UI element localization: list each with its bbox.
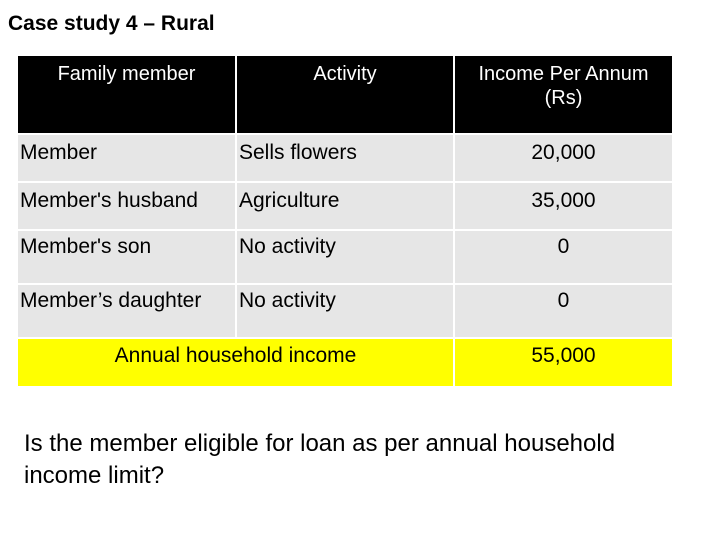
header-income: Income Per Annum (Rs) bbox=[454, 56, 672, 134]
cell-member: Member's son bbox=[18, 230, 236, 284]
question-text: Is the member eligible for loan as per annual household income limit? bbox=[24, 430, 616, 489]
cell-member: Member bbox=[18, 134, 236, 182]
cell-activity: Sells flowers bbox=[236, 134, 454, 182]
table-header-row bbox=[18, 56, 672, 134]
cell-income: 35,000 bbox=[454, 182, 672, 230]
header-family-member: Family member bbox=[18, 56, 236, 134]
cell-activity: Agriculture bbox=[236, 182, 454, 230]
cell-income: 0 bbox=[454, 230, 672, 284]
cell-income: 0 bbox=[454, 284, 672, 338]
slide-title: Case study 4 – Rural bbox=[8, 12, 215, 35]
header-activity: Activity bbox=[236, 56, 454, 134]
income-table bbox=[18, 56, 672, 386]
table-row bbox=[18, 230, 672, 284]
cell-activity: No activity bbox=[236, 230, 454, 284]
table-row bbox=[18, 182, 672, 230]
cell-member: Member's husband bbox=[18, 182, 236, 230]
total-row bbox=[18, 338, 672, 386]
table-row bbox=[18, 284, 672, 338]
cell-activity: No activity bbox=[236, 284, 454, 338]
table-row bbox=[18, 134, 672, 182]
cell-member: Member’s daughter bbox=[18, 284, 236, 338]
total-income: 55,000 bbox=[454, 338, 672, 386]
cell-income: 20,000 bbox=[454, 134, 672, 182]
total-label: Annual household income bbox=[18, 338, 454, 386]
